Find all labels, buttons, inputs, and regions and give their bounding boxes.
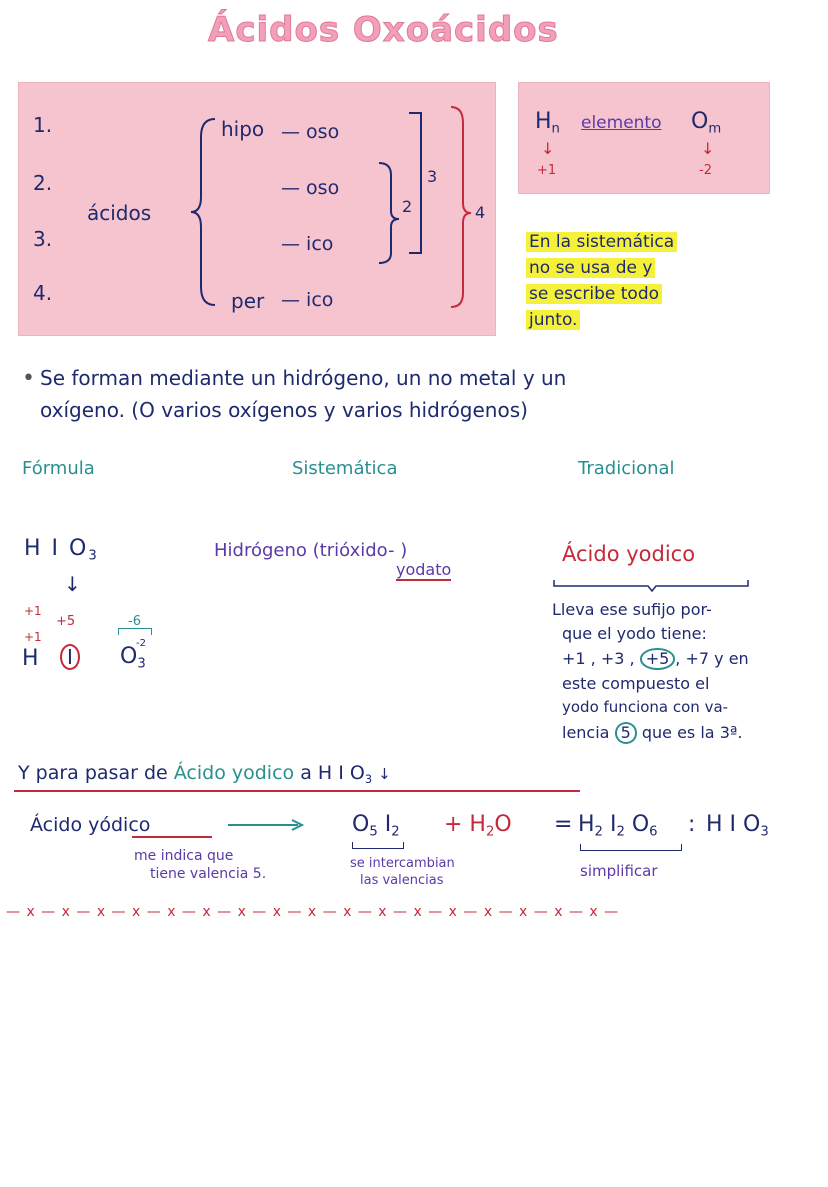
number-1: 1.	[33, 113, 53, 137]
arrow-icon	[226, 818, 306, 832]
charge-o-top: -6	[128, 614, 141, 629]
number-3: 3.	[33, 227, 53, 251]
explanation-line-3	[562, 648, 749, 670]
left-brace	[189, 117, 219, 307]
o-charge: -2	[699, 163, 712, 178]
header-tradicional: Tradicional	[578, 458, 675, 479]
example-formula-sub: 3	[88, 548, 99, 564]
oxide-note-1: se intercambian	[350, 856, 455, 871]
group-label-3: 3	[427, 167, 438, 186]
conversion-heading-pre: Y para pasar de	[18, 762, 168, 784]
equals-sign: =	[554, 812, 573, 837]
oxide	[352, 812, 400, 840]
explanation-line-2: que el yodo tiene:	[562, 624, 707, 643]
x-divider: — x — x — x — x — x — x — x — x — x — x — x — x — x — x — x — x — x —	[6, 904, 620, 920]
oxide-i: I	[384, 812, 392, 837]
result-sub3: 6	[649, 824, 658, 840]
result-sub2: 2	[616, 824, 625, 840]
explanation-end: que es la 3ª.	[641, 723, 743, 742]
formula-element: elemento	[581, 113, 662, 133]
group-label-2: 2	[402, 197, 413, 216]
oxide-sub2: 2	[391, 824, 400, 840]
note-line-4: junto.	[526, 310, 580, 330]
conversion-heading-sub: 3	[364, 771, 373, 786]
note-line-2: no se usa de y	[526, 258, 655, 278]
heading-underline	[14, 790, 580, 792]
valence-circle-2: 5	[615, 722, 637, 744]
bullet-line-1: Se forman mediante un hidrógeno, un no metal y un	[40, 366, 567, 390]
h-arrow: ↓	[541, 139, 555, 158]
formula-h-letter: H	[535, 109, 552, 134]
bullet-mark: •	[22, 366, 35, 391]
conversion-heading-mid: Ácido yodico	[173, 762, 295, 784]
suffix-row-4: — ico	[281, 289, 334, 311]
prefix-per: per	[231, 289, 265, 313]
group-label-4: 4	[475, 203, 486, 222]
h-charge: +1	[537, 163, 557, 178]
formula-o-letter: O	[691, 109, 709, 134]
conversion-heading-arrow: ↓	[378, 765, 391, 783]
sistematica-line-2: yodato	[396, 560, 452, 579]
breakdown-o-sub: 3	[137, 656, 146, 672]
left-note-1: me indica que	[134, 848, 234, 864]
suffix-row-1: — oso	[281, 121, 340, 143]
formula-h	[535, 109, 560, 137]
breakdown-h: H	[22, 646, 39, 671]
conversion-left	[30, 814, 150, 836]
number-2: 2.	[33, 171, 53, 195]
conversion-left-a: Ácido yódico	[30, 814, 151, 836]
charge-o-bracket	[118, 628, 152, 635]
water	[444, 812, 512, 840]
final-formula-sub: 3	[760, 824, 769, 840]
explanation-line-6	[562, 722, 743, 744]
left-note-2: tiene valencia 5.	[150, 866, 267, 882]
conversion-left-tilde	[132, 836, 212, 838]
conversion-heading	[18, 762, 391, 786]
charge-h-top: +1	[24, 604, 42, 618]
final-formula	[706, 812, 769, 840]
result-sub1: 2	[594, 824, 603, 840]
result-h: H	[578, 812, 595, 837]
explanation-line-5: yodo funciona con va-	[562, 698, 729, 716]
sistematica-line-1: Hidrógeno (trióxido- )	[214, 540, 408, 561]
suffix-row-2: — oso	[281, 177, 340, 199]
simplify-note: simplificar	[580, 862, 658, 880]
result	[578, 812, 658, 840]
valence-circle-1: +5	[640, 648, 676, 670]
oxide-o: O	[352, 812, 370, 837]
example-formula	[24, 536, 99, 564]
breakdown-i: I	[60, 644, 80, 670]
o-arrow: ↓	[701, 139, 715, 158]
explanation-lencia: lencia	[562, 723, 610, 742]
header-formula: Fórmula	[22, 458, 95, 479]
page-title: Ácidos Oxoácidos	[208, 10, 559, 50]
header-sistematica: Sistemática	[292, 458, 398, 479]
example-formula-main: H I O	[24, 536, 89, 561]
charge-o-small: -2	[136, 638, 146, 649]
prefix-hipo: hipo	[221, 117, 265, 141]
charge-i: +5	[56, 614, 76, 629]
formula-o-sub: m	[708, 121, 722, 137]
conversion-heading-post: a H I O	[300, 762, 365, 784]
explanation-vals-a: +1 , +3 ,	[562, 649, 635, 668]
formula-o	[691, 109, 721, 137]
tradicional-name: Ácido yodico	[562, 542, 696, 566]
result-brace	[580, 844, 682, 851]
oxide-note-2: las valencias	[360, 873, 444, 888]
explanation-vals-b: , +7 y en	[675, 649, 749, 668]
water-o: O	[494, 812, 512, 837]
explanation-line-1: Lleva ese sufijo por-	[552, 600, 712, 619]
note-line-1: En la sistemática	[526, 232, 677, 252]
suffix-row-3: — ico	[281, 233, 334, 255]
example-arrow: ↓	[64, 572, 81, 596]
formula-h-sub: n	[551, 121, 560, 137]
oxide-sub1: 5	[369, 824, 378, 840]
result-o: O	[631, 812, 650, 837]
result-colon: :	[688, 812, 696, 837]
final-formula-main: H I O	[706, 812, 761, 837]
tradicional-brace	[552, 578, 752, 592]
note-line-3: se escribe todo	[526, 284, 662, 304]
breakdown-o-letter: O	[120, 644, 138, 669]
charge-h-bottom: +1	[24, 630, 42, 644]
water-sub: 2	[485, 824, 495, 840]
group-brackets	[359, 103, 489, 313]
number-4: 4.	[33, 281, 53, 305]
explanation-line-4: este compuesto el	[562, 674, 710, 693]
oxide-brace	[352, 842, 404, 849]
result-i: I	[609, 812, 617, 837]
water-plus: + H	[444, 812, 486, 837]
acids-label: ácidos	[87, 201, 152, 225]
acid-types-box	[18, 82, 496, 336]
bullet-line-2: oxígeno. (O varios oxígenos y varios hidrógenos)	[40, 398, 528, 422]
general-formula-box	[518, 82, 770, 194]
